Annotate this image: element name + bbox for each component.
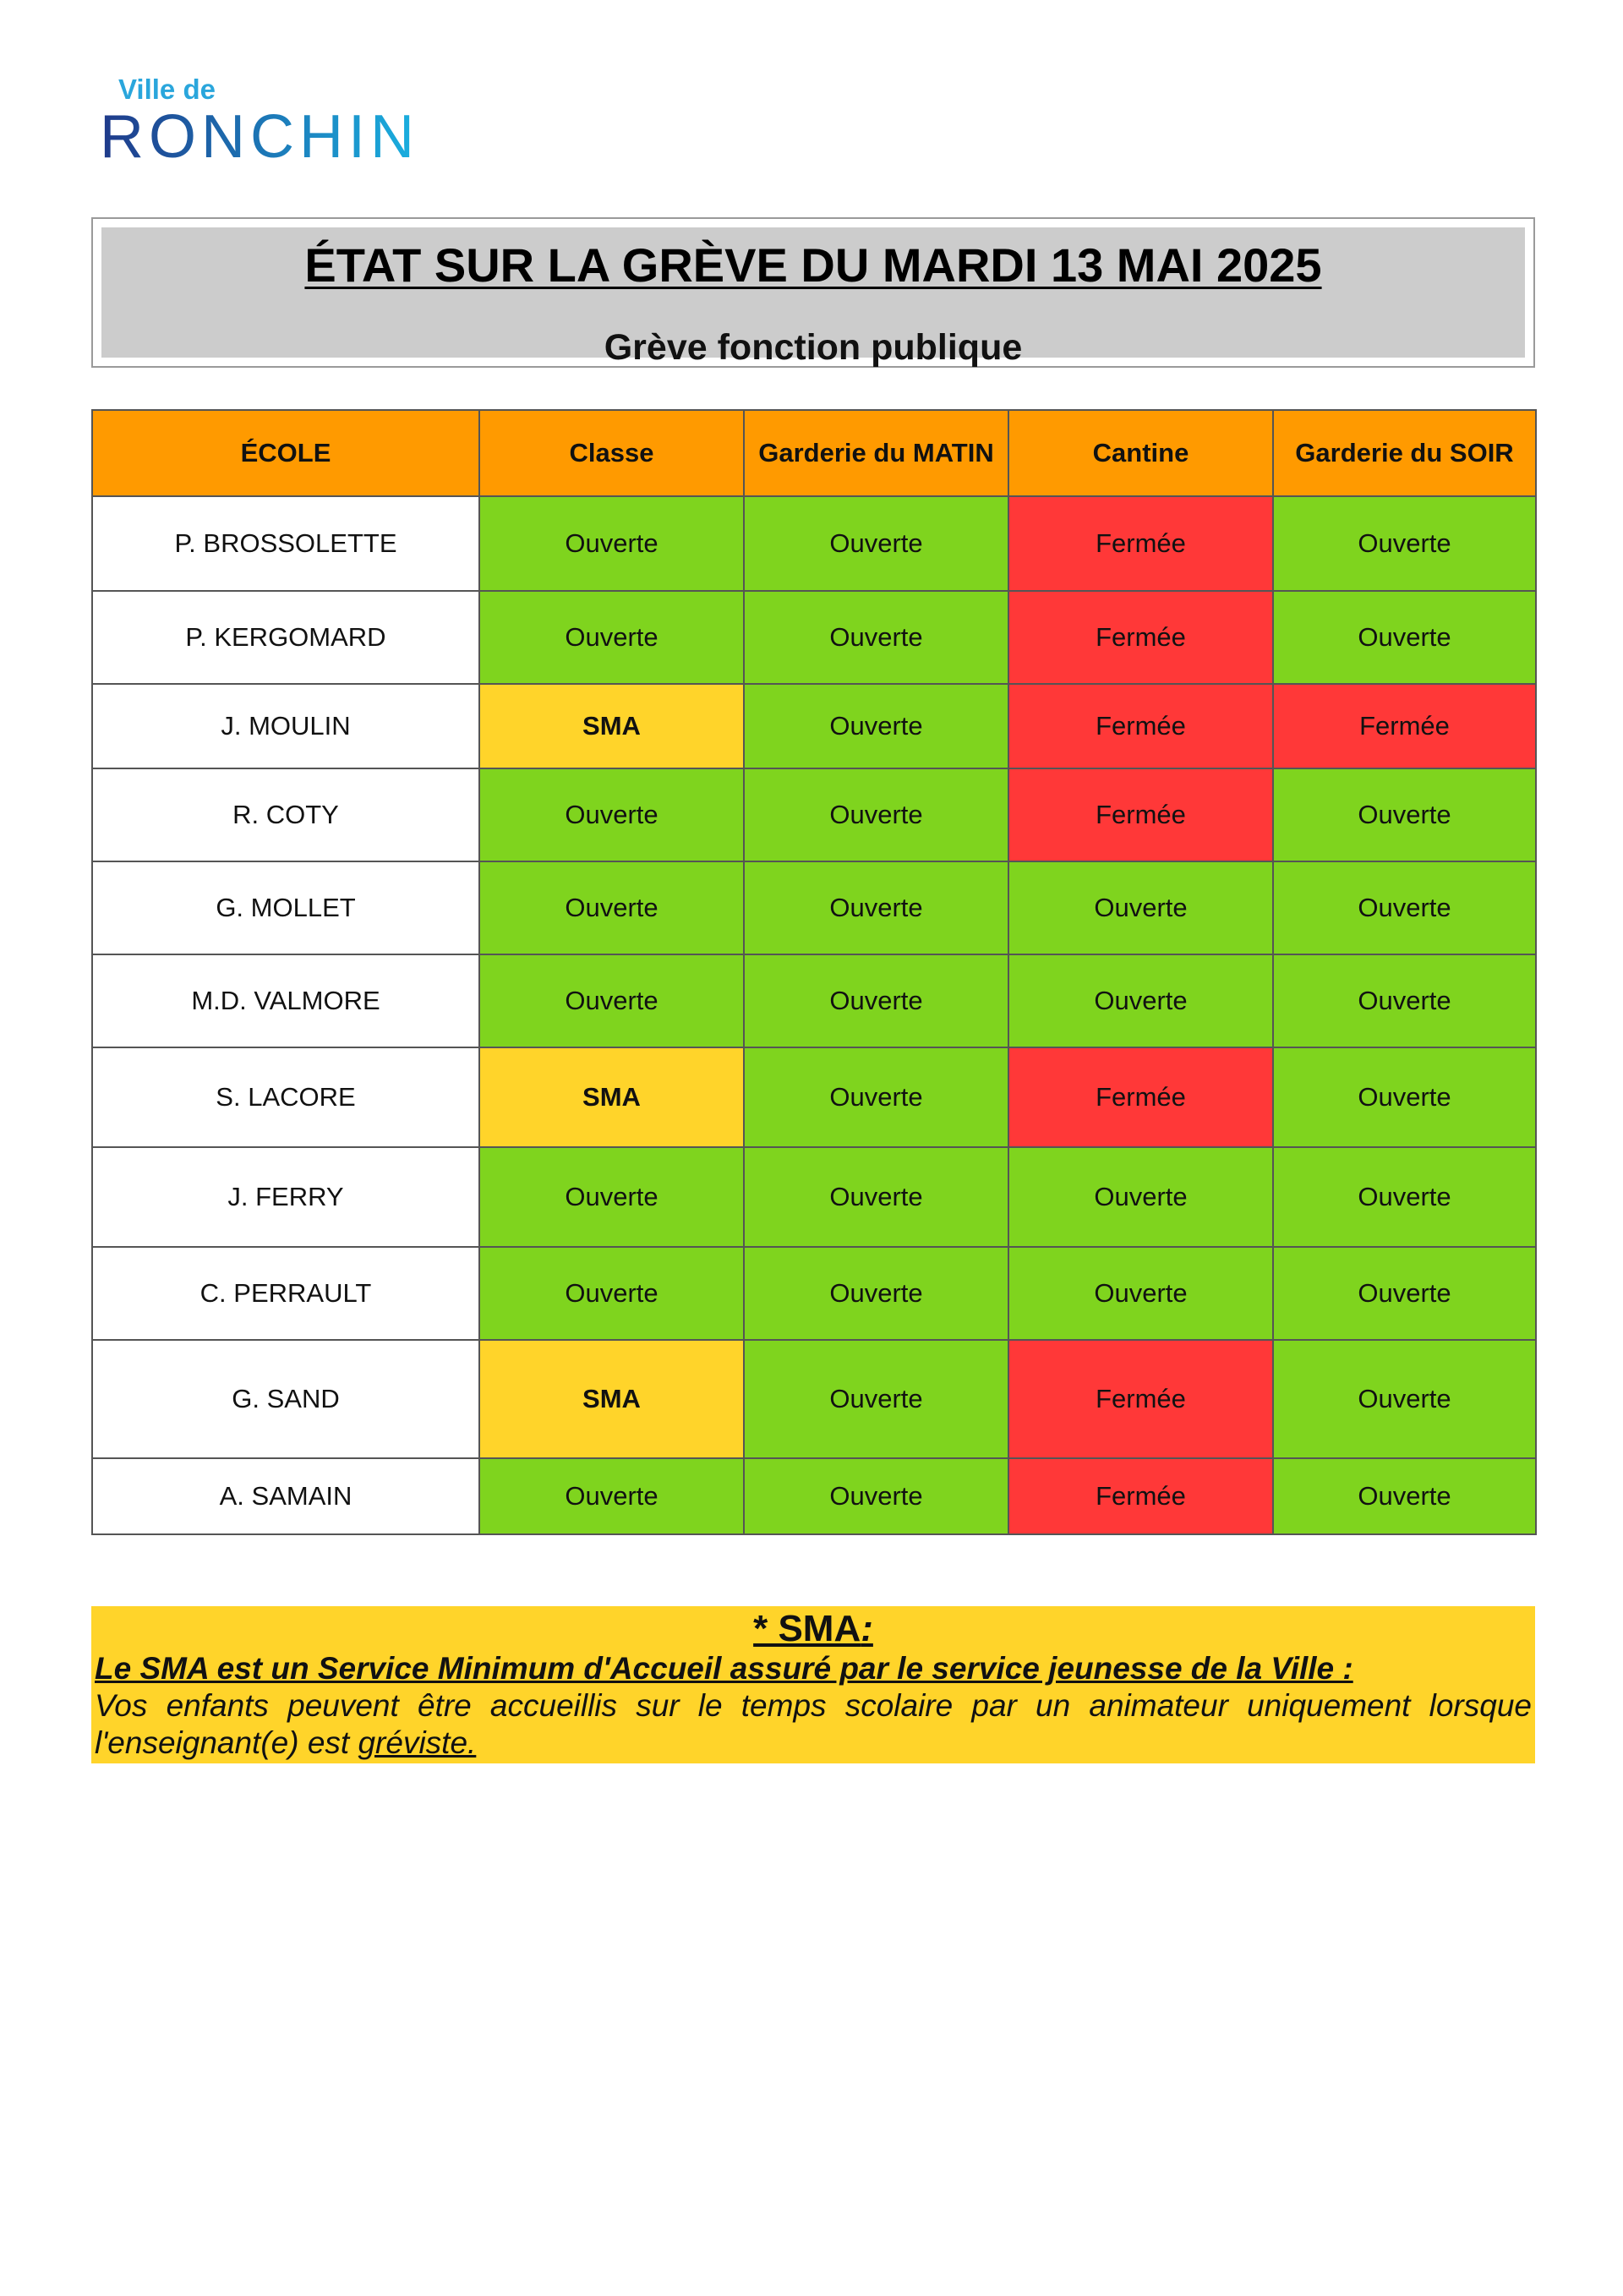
school-name-cell: G. SAND bbox=[92, 1340, 479, 1458]
status-cell: Ouverte bbox=[744, 1247, 1008, 1340]
table-row bbox=[92, 861, 1536, 954]
sma-note bbox=[91, 1606, 1535, 1763]
status-cell: Ouverte bbox=[1008, 954, 1273, 1047]
column-header: Classe bbox=[479, 410, 744, 496]
table-row bbox=[92, 1340, 1536, 1458]
school-name-cell: A. SAMAIN bbox=[92, 1458, 479, 1534]
status-cell: Ouverte bbox=[1273, 1340, 1536, 1458]
status-cell: SMA bbox=[479, 1340, 744, 1458]
status-cell: Ouverte bbox=[744, 768, 1008, 861]
status-cell: Ouverte bbox=[479, 861, 744, 954]
status-cell: Ouverte bbox=[479, 591, 744, 684]
title-panel bbox=[101, 227, 1525, 368]
school-name-cell: P. BROSSOLETTE bbox=[92, 496, 479, 591]
status-cell: Fermée bbox=[1008, 768, 1273, 861]
title-box bbox=[91, 217, 1535, 368]
strike-status-table bbox=[91, 409, 1537, 1535]
school-name-cell: J. FERRY bbox=[92, 1147, 479, 1247]
table-header-row bbox=[92, 410, 1536, 496]
status-cell: Ouverte bbox=[1273, 954, 1536, 1047]
status-cell: Ouverte bbox=[1273, 768, 1536, 861]
status-cell: Ouverte bbox=[479, 1458, 744, 1534]
status-cell: Ouverte bbox=[479, 1147, 744, 1247]
logo-ronchin-wordmark bbox=[100, 108, 429, 164]
status-cell: Ouverte bbox=[1273, 1458, 1536, 1534]
status-cell: Ouverte bbox=[1008, 1147, 1273, 1247]
status-cell: Ouverte bbox=[479, 954, 744, 1047]
ronchin-logo bbox=[100, 74, 429, 164]
status-cell: Fermée bbox=[1008, 1458, 1273, 1534]
status-cell: Ouverte bbox=[744, 1458, 1008, 1534]
sma-note-subtitle: Le SMA est un Service Minimum d'Accueil assuré par le service jeunesse de la Ville : bbox=[95, 1651, 1353, 1686]
status-cell: Ouverte bbox=[479, 1247, 744, 1340]
status-cell: Ouverte bbox=[479, 496, 744, 591]
svg-text:RONCHIN: RONCHIN bbox=[100, 108, 419, 164]
school-name-cell: J. MOULIN bbox=[92, 684, 479, 768]
table-row bbox=[92, 954, 1536, 1047]
school-name-cell: P. KERGOMARD bbox=[92, 591, 479, 684]
school-name-cell: M.D. VALMORE bbox=[92, 954, 479, 1047]
status-cell: Ouverte bbox=[744, 496, 1008, 591]
table-row bbox=[92, 496, 1536, 591]
sma-note-title-colon: : bbox=[861, 1608, 873, 1649]
logo-ville-de: Ville de bbox=[118, 74, 216, 105]
sma-note-body-underlined: gréviste. bbox=[358, 1725, 477, 1760]
school-name-cell: R. COTY bbox=[92, 768, 479, 861]
table-row bbox=[92, 768, 1536, 861]
table-row bbox=[92, 1147, 1536, 1247]
status-cell: Ouverte bbox=[1273, 861, 1536, 954]
sma-note-title-text: * SMA bbox=[753, 1608, 861, 1649]
status-cell: Ouverte bbox=[1008, 1247, 1273, 1340]
sma-note-body-text: Vos enfants peuvent être accueillis sur le temps scolaire par un animateur uniquement lorsque l'enseignant(e) est bbox=[95, 1688, 1532, 1760]
table-row bbox=[92, 591, 1536, 684]
column-header: Garderie du SOIR bbox=[1273, 410, 1536, 496]
table-row bbox=[92, 1458, 1536, 1534]
status-cell: Ouverte bbox=[744, 1047, 1008, 1147]
status-cell: Ouverte bbox=[744, 861, 1008, 954]
status-cell: Ouverte bbox=[1008, 861, 1273, 954]
table-body bbox=[92, 496, 1536, 1534]
table-row bbox=[92, 1247, 1536, 1340]
page-subtitle: Grève fonction publique bbox=[604, 327, 1023, 368]
status-cell: Ouverte bbox=[744, 1340, 1008, 1458]
sma-note-title bbox=[91, 1606, 1535, 1650]
page-title: ÉTAT SUR LA GRÈVE DU MARDI 13 MAI 2025 bbox=[304, 238, 1322, 292]
status-cell: Ouverte bbox=[744, 1147, 1008, 1247]
status-cell: Fermée bbox=[1273, 684, 1536, 768]
school-name-cell: C. PERRAULT bbox=[92, 1247, 479, 1340]
status-cell: Ouverte bbox=[1273, 496, 1536, 591]
column-header: ÉCOLE bbox=[92, 410, 479, 496]
school-name-cell: S. LACORE bbox=[92, 1047, 479, 1147]
status-cell: Fermée bbox=[1008, 684, 1273, 768]
status-cell: Fermée bbox=[1008, 496, 1273, 591]
status-cell: Ouverte bbox=[1273, 591, 1536, 684]
table-row bbox=[92, 684, 1536, 768]
status-cell: Ouverte bbox=[1273, 1247, 1536, 1340]
status-cell: Fermée bbox=[1008, 591, 1273, 684]
status-cell: Fermée bbox=[1008, 1340, 1273, 1458]
status-cell: Ouverte bbox=[744, 684, 1008, 768]
column-header: Cantine bbox=[1008, 410, 1273, 496]
table-row bbox=[92, 1047, 1536, 1147]
sma-note-body bbox=[91, 1687, 1535, 1762]
status-cell: Ouverte bbox=[479, 768, 744, 861]
status-cell: SMA bbox=[479, 1047, 744, 1147]
status-cell: Ouverte bbox=[1273, 1147, 1536, 1247]
status-cell: Fermée bbox=[1008, 1047, 1273, 1147]
status-cell: Ouverte bbox=[1273, 1047, 1536, 1147]
column-header: Garderie du MATIN bbox=[744, 410, 1008, 496]
status-cell: SMA bbox=[479, 684, 744, 768]
school-name-cell: G. MOLLET bbox=[92, 861, 479, 954]
status-cell: Ouverte bbox=[744, 591, 1008, 684]
status-cell: Ouverte bbox=[744, 954, 1008, 1047]
